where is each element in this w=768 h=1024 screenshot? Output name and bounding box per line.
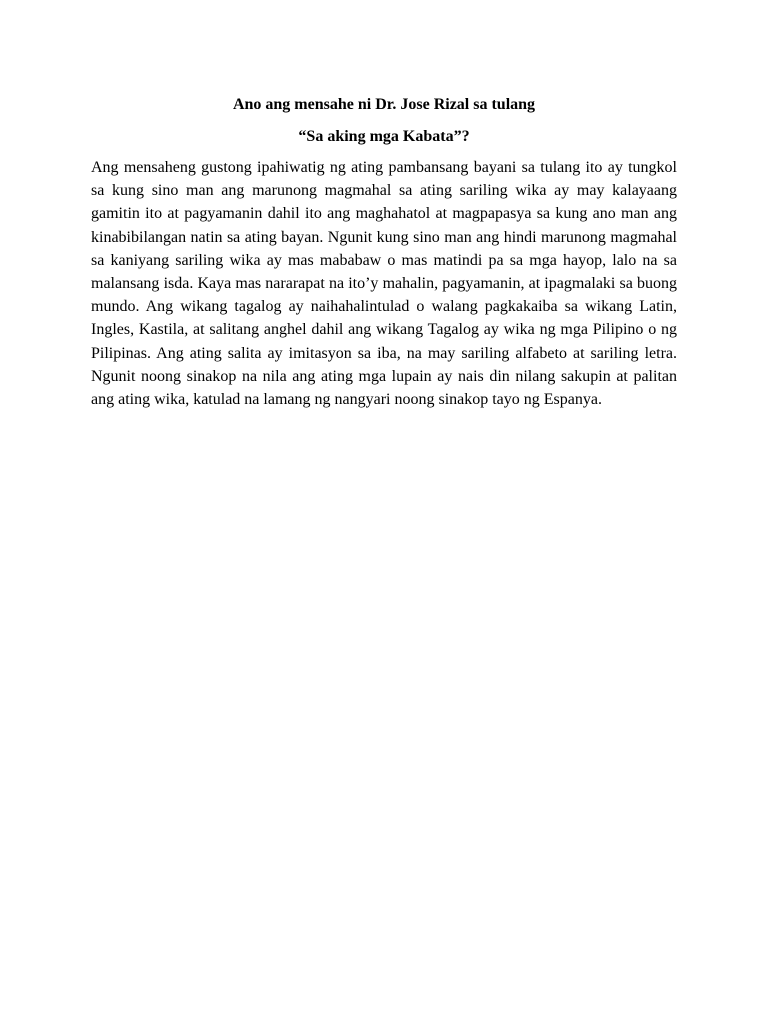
- document-title-line-1: Ano ang mensahe ni Dr. Jose Rizal sa tulang: [232, 96, 536, 113]
- document-body-paragraph: Ang mensaheng gustong ipahiwatig ng ating pambansang bayani sa tulang ito ay tungkol sa kung sino man ang marunong magmahal sa ating sariling wika ay may kalayaang gamitin ito at pagyamanin dahil ito ang maghahatol at magpapasya sa kung ano man ang kinabibilangan natin sa ating bayan. Ngunit kung sino man ang hindi marunong magmahal sa kaniyang sariling wika ay mas mababaw o mas matindi pa sa mga hayop, lalo na sa malansang isda. Kaya mas nararapat na ito’y mahalin, pagyamanin, at ipagmalaki sa buong mundo. Ang wikang tagalog ay naihahalintulad o walang pagkakaiba sa wikang Latin, Ingles, Kastila, at salitang anghel dahil ang wikang Tagalog ay wika ng mga Pilipino o ng Pilipinas. Ang ating salita ay imitasyon sa iba, na may sariling alfabeto at sariling letra. Ngunit noong sinakop na nila ang ating mga lupain ay nais din nilang sakupin at palitan ang ating wika, katulad na lamang ng nangyari noong sinakop tayo ng Espanya.: [91, 159, 677, 409]
- document-title-line-2: “Sa aking mga Kabata”?: [298, 128, 470, 145]
